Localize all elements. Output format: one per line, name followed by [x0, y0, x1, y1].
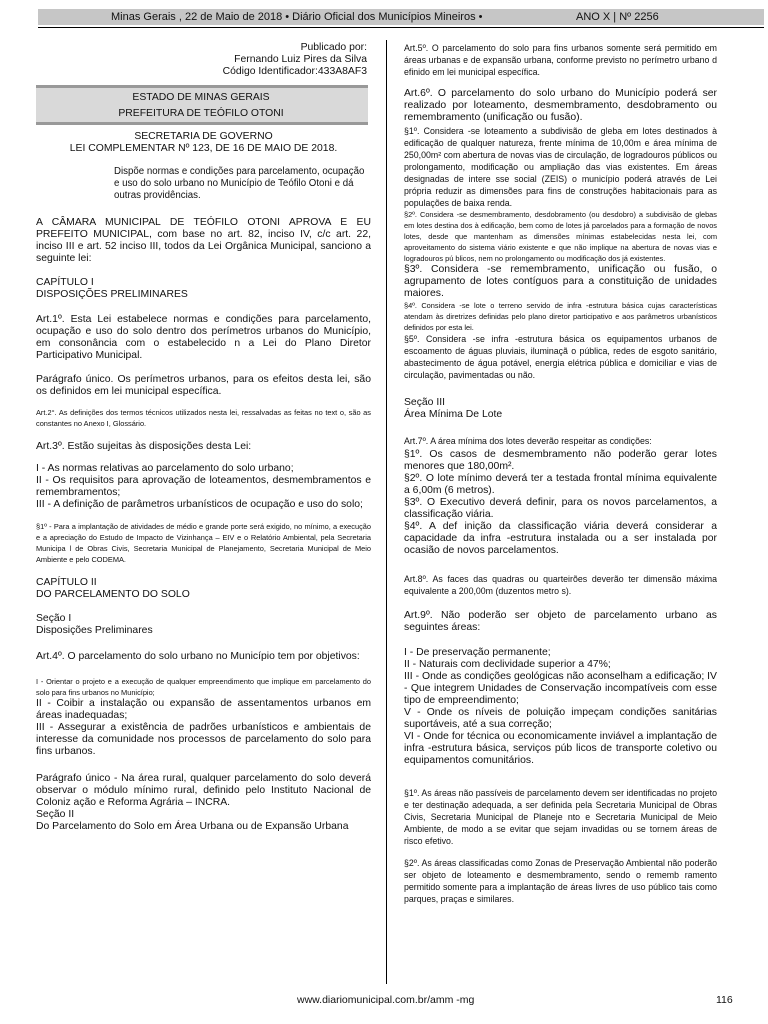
article-text-art3-p1: §1º - Para a implantação de atividades de médio e grande porte será exigido, no mínimo, a execução e a apreciação do Estudo de Impacto de Vizinhança – EIV e o Relatório Ambiental, pela Secretaria Municipa l de Obras Civis, Secretaria Municipal de Planejamento, Secretaria Municipal de Meio Ambiente e pelo CODEMA. — [36, 522, 371, 564]
state-name: ESTADO DE MINAS GERAIS — [132, 92, 270, 103]
article-block-art3-list — [36, 463, 371, 511]
article-text-art9: Art.9º. Não poderão ser objeto de parcelamento urbano as seguintes áreas: — [404, 610, 717, 633]
article-text-art1: Art.1º. Esta Lei estabelece normas e condições para parcelamento, ocupação e uso do solo dentro dos perímetros urbanos do Município, em consonância com o estabelecido n a Lei do Plano Diretor Participativo Municipal. — [36, 314, 371, 361]
header-date-title: Minas Gerais , 22 de Maio de 2018 • Diário Oficial dos Municípios Mineiros • — [111, 11, 483, 23]
article-block-art6-p2 — [404, 209, 717, 264]
right-column — [404, 42, 717, 990]
article-text-art9-p1: §1º. As áreas não passíveis de parcelamento devem ser identificadas no projeto e ter destinação adequada, a ser definida pela Secretaria Municipal de Obras Civis, Secretaria Municipal de Planeje nto e Secretaria Municipal de Meio Ambiente, de modo a se evitar que sejam invadidas ou se tornem áreas de risco efetivo. — [404, 788, 717, 846]
law-title: LEI COMPLEMENTAR Nº 123, DE 16 DE MAIO DE 2018. — [69, 143, 338, 154]
secretaria-title: SECRETARIA DE GOVERNO — [134, 131, 273, 142]
article-block-art1-par — [36, 374, 371, 398]
prefeitura-name: PREFEITURA DE TEÓFILO OTONI — [118, 108, 284, 119]
article-text-art6-p5: §5º. Considera -se infra -estrutura básica os equipamentos urbanos de escoamento de águas pluviais, iluminaçã o pública, redes de esgoto sanitário, abastecimento de água potável, energia elétrica pública e domiciliar e vias de circulação, pavimentadas ou não. — [404, 334, 717, 380]
article-block-art9-p1 — [404, 787, 717, 847]
article-block-art4-par — [36, 773, 371, 833]
entity-banner — [36, 85, 368, 125]
article-block-art6-p4 — [404, 300, 717, 333]
article-text-art1-par: Parágrafo único. Os perímetros urbanos, para os efeitos desta lei, são os definidos em lei municipal específica. — [36, 374, 371, 397]
column-divider — [386, 40, 387, 984]
article-block-sec3 — [404, 397, 717, 421]
article-text-art4: Art.4º. O parcelamento do solo urbano no Município tem por objetivos: — [36, 651, 360, 662]
article-block-art3 — [36, 441, 371, 453]
published-by-author: Fernando Luiz Pires da Silva — [234, 54, 367, 65]
article-text-art4-par: Parágrafo único - Na área rural, qualquer parcelamento do solo deverá observar o módulo mínimo rural, definido pelo Instituto Nacional de Coloniz ação e Reforma Agrária – INCRA. Seção II Do Parcelamento do Solo em Área Urbana ou de Expansão Urbana — [36, 773, 371, 832]
header-rule — [38, 27, 764, 28]
footer-page-number: 116 — [716, 994, 733, 1006]
article-text-art7: Art.7º. A área mínima dos lotes deverão respeitar as condições: — [404, 436, 652, 446]
article-block-art7 — [404, 435, 717, 447]
left-article-flow — [36, 217, 371, 833]
article-text-art9-p2: §2º. As áreas classificadas como Zonas de Preservação Ambiental não poderão ser objeto de loteamento e desmembramento, sendo o rememb ramento permitido somente para a implantação de áreas livres de uso público tais como parques, praças e similares. — [404, 858, 717, 904]
article-text-art4-list: II - Coibir a instalação ou expansão de assentamentos urbanos em áreas inadequadas; III - Assegurar a existência de padrões urbanísticos e ambientais de interesse da comunidade nos processos de parcelamento do solo para fins urbanos. — [36, 698, 371, 757]
article-text-art2: Art.2°. As definições dos termos técnicos utilizados nesta lei, ressalvadas as feitas no text o, são as constantes no Anexo I, Glossário. — [36, 408, 371, 428]
article-block-art6-p3 — [404, 264, 717, 300]
article-text-art6-p4: §4º. Considera -se lote o terreno servido de infra -estrutura básica cujas características atendam às diretrizes definidas pelo plano diretor participativo e aos parâmetros urbanísticos definidos por esta lei. — [404, 301, 717, 332]
article-block-art6-p5 — [404, 333, 717, 381]
article-block-art8 — [404, 573, 717, 597]
article-text-art6-p2: §2º. Considera -se desmembramento, desdobramento (ou desdobro) a subdivisão de glebas em lotes destina dos à edificação, bem como de lotes já parcelados para a formação de novos lotes, desde que mantenham as dimensões mínimas estabelecidas nesta lei, com aproveitamento do sistema viário existente e que não implique na abertura de novas vias e logradouros pú blicos, nem no prolongamento ou modificação dos já existentes. — [404, 210, 717, 263]
right-article-flow — [404, 42, 717, 905]
article-block-sec1 — [36, 613, 371, 637]
article-block-art3-p1 — [36, 521, 371, 565]
article-block-art9 — [404, 610, 717, 634]
banner-box — [36, 88, 368, 122]
article-text-art3: Art.3º. Estão sujeitas às disposições desta Lei: — [36, 441, 252, 452]
article-block-art5 — [404, 42, 717, 78]
article-text-art6-p3: §3º. Considera -se remembramento, unificação ou fusão, o agrupamento de lotes contíguos para a constituição de unidades maiores. — [404, 264, 717, 299]
article-block-art9-p2 — [404, 857, 717, 905]
article-block-cap2 — [36, 577, 371, 601]
left-column — [36, 42, 371, 990]
article-block-art2 — [36, 407, 371, 429]
article-block-art1 — [36, 314, 371, 362]
published-by-label: Publicado por: — [300, 42, 367, 53]
article-text-art6: Art.6º. O parcelamento do solo urbano do Município poderá ser realizado por loteamento, desmembramento, desdobramento ou remembramento (unificação ou fusão). — [404, 88, 717, 123]
published-by-code: Código Identificador:433A8AF3 — [222, 66, 367, 77]
banner-bottom-bar — [36, 122, 368, 125]
article-block-art9-list — [404, 647, 717, 767]
article-text-sec1: Seção I Disposições Preliminares — [36, 613, 153, 636]
page-header — [38, 9, 764, 25]
article-block-art6 — [404, 88, 717, 124]
article-text-cap1: CAPÍTULO I DISPOSIÇÕES PRELIMINARES — [36, 277, 188, 300]
article-block-intro — [36, 217, 371, 265]
article-text-art6-p1: §1º. Considera -se loteamento a subdivisão de gleba em lotes destinados à edificação de qualquer natureza, frente mínima de 10,00m e área mínima de 250,00m² com abertura de novas vias de circulação, de logradouros públicos ou prolongamento, modificação ou ampliação das vias existentes. Em áreas designadas de intere sse social (ZEIS) o município poderá através de Lei própria reduzir as dimensões para fins de construções habitacionais para as populações de baixa renda. — [404, 126, 717, 208]
article-text-art4-list: I - Orientar o projeto e a execução de qualquer empreendimento que implique em parcelamento do solo para fins urbanos no Município; — [36, 677, 371, 697]
article-text-art3-list: I - As normas relativas ao parcelamento do solo urbano; II - Os requisitos para aprovação de loteamentos, desmembramentos e remembramentos; III - A definição de parâmetros urbanísticos de ocupação e uso do solo; — [36, 463, 371, 510]
article-text-sec3: Seção III Área Mínima De Lote — [404, 397, 503, 420]
article-text-art7-list: §1º. Os casos de desmembramento não poderão gerar lotes menores que 180,00m². §2º. O lote mínimo deverá ter a testada frontal mínima equivalente a 6,00m (6 metros). §3º. O Executivo deverá definir, para os novos parcelamentos, a classificação viária. §4º. A def inição da classificação viária deverá considerar a capacidade da infra -estrutura instalada ou a ser instalada por ocasião de novos parcelamentos. — [404, 449, 717, 556]
article-text-art9-list: I - De preservação permanente; II - Naturais com declividade superior a 47%; III - Onde as condições geológicas não aconselham a edificação; IV - Que integrem Unidades de Conservação incompatíveis com esse tipo de empreendimento; V - Onde os níveis de poluição impeçam condições sanitárias suportáveis, até a sua correção; VI - Onde for técnica ou economicamente inviável a implantação de infra -estrutura básica, serviços púb licos de transporte coletivo ou equipamentos comunitários. — [404, 647, 717, 766]
article-block-art4 — [36, 651, 371, 663]
header-edition: ANO X | Nº 2256 — [576, 11, 659, 23]
law-ementa: Dispõe normas e condições para parcelamento, ocupação e uso do solo urbano no Município de Teófilo Otoni e dá outras providências. — [114, 166, 365, 201]
article-block-art7-list — [404, 449, 717, 557]
article-text-intro: A CÂMARA MUNICIPAL DE TEÓFILO OTONI APROVA E EU PREFEITO MUNICIPAL, com base no art. 82, inciso IV, c/c art. 22, inciso III e art. 52 inciso III, todos da Lei Orgânica Municipal, sanciono a seguinte lei: — [36, 217, 371, 264]
footer-url: www.diariomunicipal.com.br/amm -mg — [297, 994, 475, 1006]
article-block-cap1 — [36, 277, 371, 301]
article-block-art4-list — [36, 676, 371, 758]
article-block-art6-p1 — [404, 125, 717, 209]
article-text-art8: Art.8º. As faces das quadras ou quarteirões deverão ter dimensão máxima equivalente a 200,00m (duzentos metro s). — [404, 574, 717, 596]
article-text-art5: Art.5º. O parcelamento do solo para fins urbanos somente será permitido em áreas urbanas e de expansão urbana, conforme previsto no perímetro urbano d efinido em lei municipal específica. — [404, 43, 717, 77]
article-text-cap2: CAPÍTULO II DO PARCELAMENTO DO SOLO — [36, 577, 190, 600]
